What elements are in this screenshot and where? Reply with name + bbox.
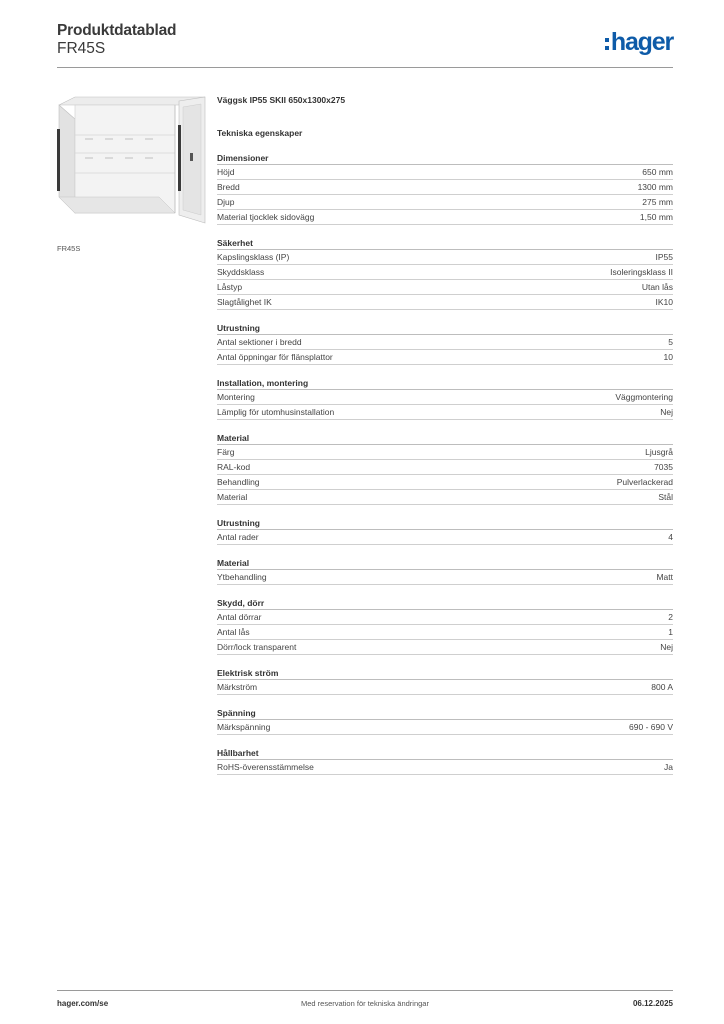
spec-row — [217, 335, 673, 350]
spec-row — [217, 640, 673, 655]
spec-row — [217, 195, 673, 210]
spec-label: Höjd — [217, 167, 235, 177]
spec-value: Matt — [656, 572, 673, 582]
spec-label: Märkspänning — [217, 722, 271, 732]
spec-value: 4 — [668, 532, 673, 542]
section-title: Utrustning — [217, 323, 260, 333]
spec-section — [217, 518, 673, 545]
spec-label: Låstyp — [217, 282, 243, 292]
hager-logo — [605, 29, 673, 55]
spec-value: Ljusgrå — [645, 447, 673, 457]
spec-row — [217, 610, 673, 625]
spec-label: Lämplig för utomhusinstallation — [217, 407, 335, 417]
section-title: Material — [217, 433, 250, 443]
spec-row — [217, 250, 673, 265]
spec-section — [217, 598, 673, 655]
spec-row — [217, 180, 673, 195]
spec-rows — [217, 389, 673, 420]
spec-rows — [217, 444, 673, 505]
spec-value: Stål — [658, 492, 673, 502]
spec-value: Nej — [660, 407, 673, 417]
spec-label: Slagtålighet IK — [217, 297, 272, 307]
spec-label: Antal öppningar för flänsplattor — [217, 352, 333, 362]
spec-section — [217, 668, 673, 695]
spec-heading: Tekniska egenskaper — [217, 128, 303, 138]
spec-label: Antal dörrar — [217, 612, 262, 622]
spec-row — [217, 210, 673, 225]
spec-value: 275 mm — [642, 197, 673, 207]
spec-rows — [217, 609, 673, 655]
spec-value: IK10 — [655, 297, 673, 307]
spec-row — [217, 530, 673, 545]
spec-value: 2 — [668, 612, 673, 622]
section-title: Dimensioner — [217, 153, 269, 163]
product-image — [57, 95, 207, 235]
spec-rows — [217, 164, 673, 225]
spec-row — [217, 570, 673, 585]
section-title: Installation, montering — [217, 378, 309, 388]
spec-label: Material tjocklek sidovägg — [217, 212, 315, 222]
section-title: Skydd, dörr — [217, 598, 265, 608]
spec-sections — [217, 153, 673, 775]
spec-rows — [217, 719, 673, 735]
section-title: Elektrisk ström — [217, 668, 279, 678]
spec-row — [217, 390, 673, 405]
spec-value: Väggmontering — [615, 392, 673, 402]
spec-row — [217, 680, 673, 695]
spec-rows — [217, 679, 673, 695]
spec-value: 1,50 mm — [639, 212, 673, 222]
logo-mark-icon — [605, 38, 609, 50]
spec-rows — [217, 759, 673, 775]
product-title: Väggsk IP55 SKII 650x1300x275 — [217, 95, 346, 105]
spec-rows — [217, 334, 673, 365]
spec-label: Ytbehandling — [217, 572, 267, 582]
spec-section — [217, 378, 673, 420]
spec-label: Antal lås — [217, 627, 250, 637]
spec-row — [217, 165, 673, 180]
spec-value: 7035 — [654, 462, 673, 472]
spec-section — [217, 323, 673, 365]
spec-value: 1300 mm — [637, 182, 673, 192]
logo-text: hager — [610, 28, 673, 56]
spec-label: Dörr/lock transparent — [217, 642, 297, 652]
spec-label: Djup — [217, 197, 235, 207]
spec-value: Pulverlackerad — [616, 477, 673, 487]
spec-row — [217, 295, 673, 310]
spec-label: Skyddsklass — [217, 267, 265, 277]
spec-value: 650 mm — [642, 167, 673, 177]
page-header — [57, 22, 673, 68]
spec-row — [217, 265, 673, 280]
image-caption: FR45S — [57, 244, 81, 253]
footer-date: 06.12.2025 — [632, 999, 673, 1008]
spec-label: Kapslingsklass (IP) — [217, 252, 290, 262]
spec-row — [217, 280, 673, 295]
section-title: Säkerhet — [217, 238, 253, 248]
spec-value: Nej — [660, 642, 673, 652]
footer-disclaimer: Med reservation för tekniska ändringar — [301, 999, 429, 1008]
page-footer — [57, 990, 673, 1008]
section-title: Utrustning — [217, 518, 260, 528]
product-code: FR45S — [57, 40, 106, 57]
spec-section — [217, 748, 673, 775]
spec-label: Montering — [217, 392, 255, 402]
spec-row — [217, 720, 673, 735]
spec-row — [217, 445, 673, 460]
spec-rows — [217, 529, 673, 545]
enclosure-illustration — [57, 95, 207, 235]
spec-row — [217, 760, 673, 775]
spec-label: Färg — [217, 447, 235, 457]
spec-value: IP55 — [655, 252, 673, 262]
document-title: Produktdatablad — [57, 22, 177, 39]
spec-label: RAL-kod — [217, 462, 251, 472]
spec-row — [217, 490, 673, 505]
spec-rows — [217, 569, 673, 585]
spec-section — [217, 558, 673, 585]
spec-label: Antal sektioner i bredd — [217, 337, 302, 347]
spec-value: Ja — [664, 762, 673, 772]
spec-value: 10 — [663, 352, 673, 362]
spec-row — [217, 475, 673, 490]
spec-label: Antal rader — [217, 532, 259, 542]
spec-row — [217, 625, 673, 640]
spec-section — [217, 238, 673, 310]
spec-content — [217, 95, 673, 775]
spec-row — [217, 405, 673, 420]
spec-section — [217, 433, 673, 505]
spec-label: RoHS-överensstämmelse — [217, 762, 314, 772]
spec-label: Bredd — [217, 182, 240, 192]
spec-value: Isoleringsklass II — [610, 267, 673, 277]
spec-label: Behandling — [217, 477, 260, 487]
spec-value: 1 — [668, 627, 673, 637]
section-title: Material — [217, 558, 250, 568]
spec-section — [217, 708, 673, 735]
spec-label: Märkström — [217, 682, 258, 692]
spec-section — [217, 153, 673, 225]
spec-value: 5 — [668, 337, 673, 347]
footer-website[interactable]: hager.com/se — [57, 999, 109, 1008]
section-title: Hållbarhet — [217, 748, 259, 758]
spec-value: 800 A — [651, 682, 673, 692]
spec-row — [217, 350, 673, 365]
spec-row — [217, 460, 673, 475]
spec-value: 690 - 690 V — [629, 722, 673, 732]
spec-label: Material — [217, 492, 248, 502]
spec-value: Utan lås — [641, 282, 673, 292]
section-title: Spänning — [217, 708, 256, 718]
spec-rows — [217, 249, 673, 310]
